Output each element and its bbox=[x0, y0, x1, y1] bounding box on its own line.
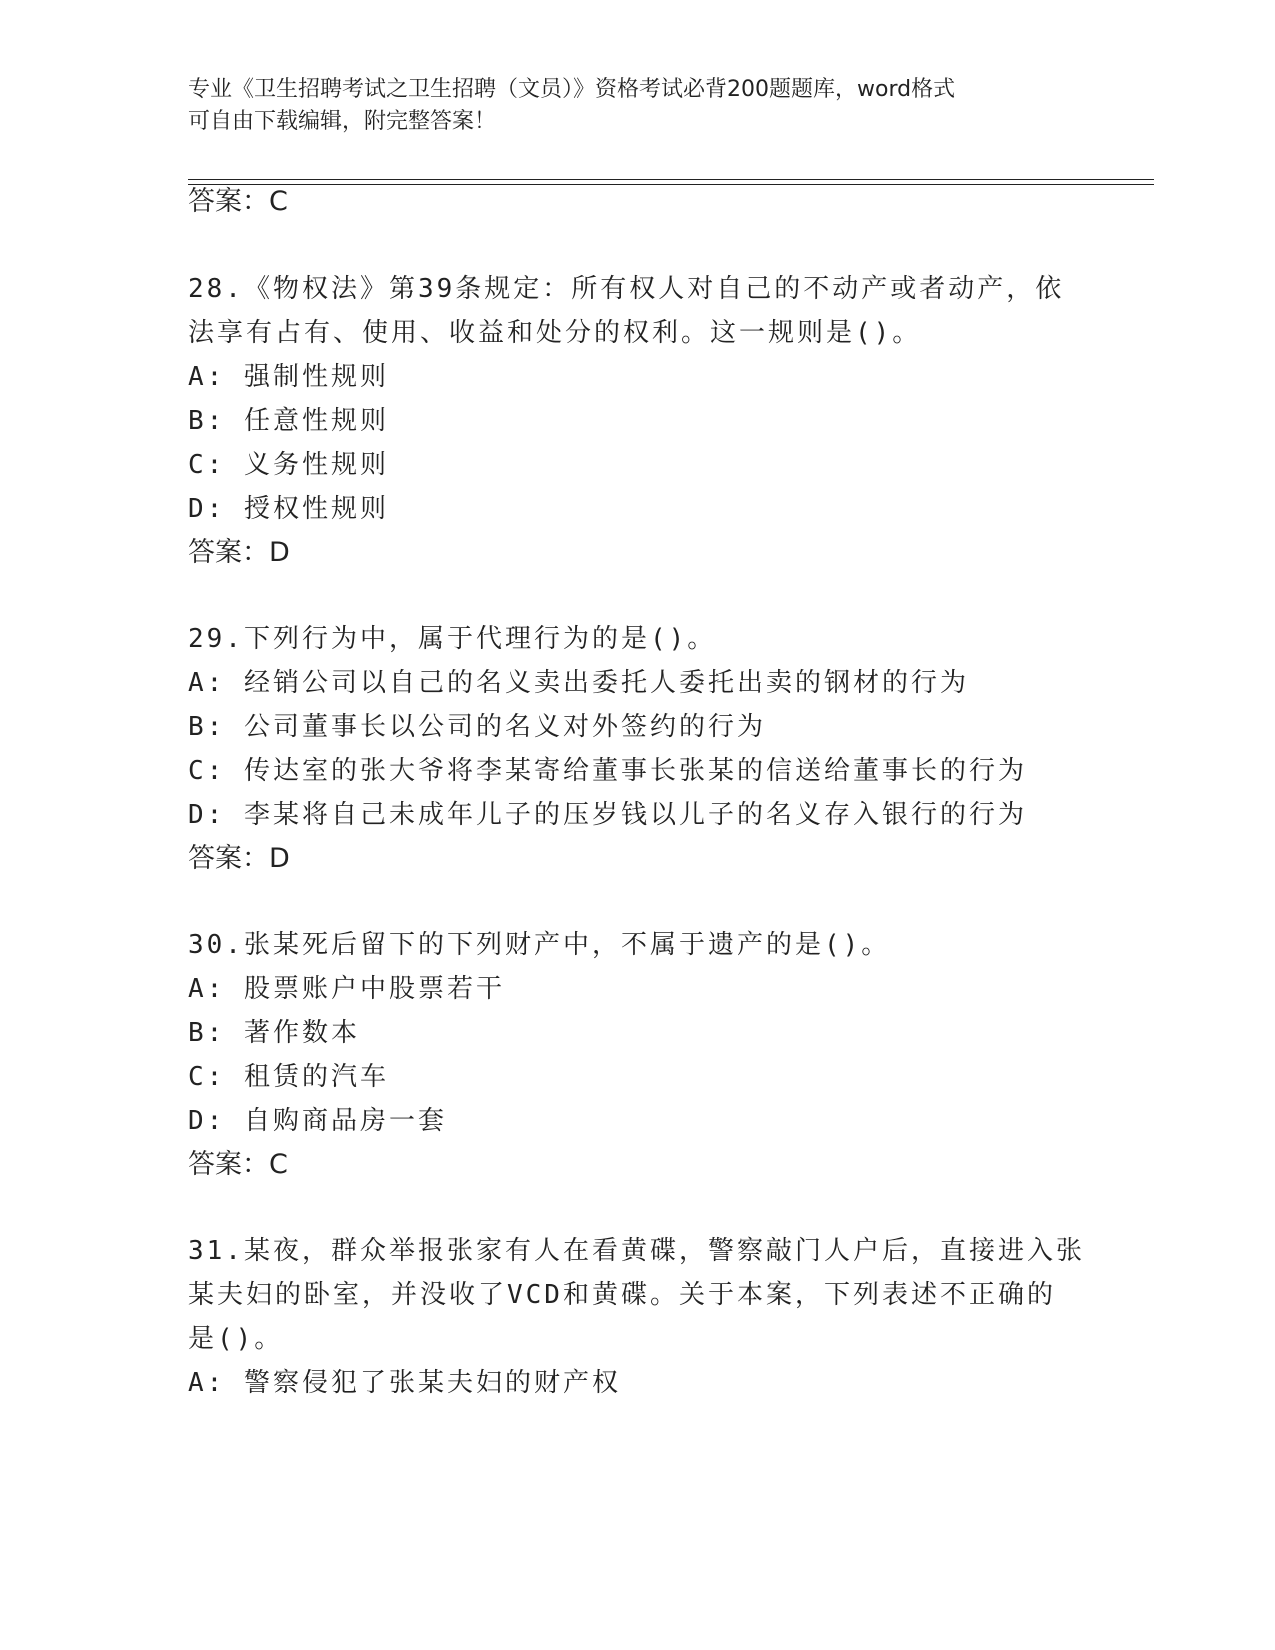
q30-option-d: D: 自购商品房一套 bbox=[188, 1106, 447, 1136]
q29-option-c: C: 传达室的张大爷将李某寄给董事长张某的信送给董事长的行为 bbox=[188, 756, 1027, 786]
q31-stem-line-3: 是()。 bbox=[188, 1324, 284, 1354]
q29-option-a: A: 经销公司以自己的名义卖出委托人委托出卖的钢材的行为 bbox=[188, 668, 969, 698]
q30-option-b: B: 著作数本 bbox=[188, 1018, 360, 1048]
q28-answer: 答案：D bbox=[188, 537, 290, 568]
q31-stem-line-2: 某夫妇的卧室，并没收了VCD和黄碟。关于本案，下列表述不正确的 bbox=[188, 1280, 1056, 1310]
q28-option-c: C: 义务性规则 bbox=[188, 450, 389, 480]
q30-stem-line-1: 30.张某死后留下的下列财产中，不属于遗产的是()。 bbox=[188, 930, 891, 960]
q30-answer: 答案：C bbox=[188, 1149, 288, 1180]
header-title-line-1: 专业《卫生招聘考试之卫生招聘（文员）》资格考试必背200题题库，word格式 bbox=[188, 77, 956, 102]
q29-option-d: D: 李某将自己未成年儿子的压岁钱以儿子的名义存入银行的行为 bbox=[188, 800, 1027, 830]
q29-option-b: B: 公司董事长以公司的名义对外签约的行为 bbox=[188, 712, 766, 742]
q31-option-a: A: 警察侵犯了张某夫妇的财产权 bbox=[188, 1368, 621, 1398]
q28-stem-line-1: 28.《物权法》第39条规定：所有权人对自己的不动产或者动产，依 bbox=[188, 274, 1065, 304]
q29-answer: 答案：D bbox=[188, 843, 290, 874]
q31-stem-line-1: 31.某夜，群众举报张家有人在看黄碟，警察敲门人户后，直接进入张 bbox=[188, 1236, 1085, 1266]
q30-option-c: C: 租赁的汽车 bbox=[188, 1062, 389, 1092]
q28-option-b: B: 任意性规则 bbox=[188, 406, 389, 436]
q28-stem-line-2: 法享有占有、使用、收益和处分的权利。这一规则是()。 bbox=[188, 318, 922, 348]
q30-option-a: A: 股票账户中股票若干 bbox=[188, 974, 505, 1004]
header-rule-top bbox=[188, 179, 1154, 180]
header-rule-bottom bbox=[188, 184, 1154, 185]
q28-option-a: A: 强制性规则 bbox=[188, 362, 389, 392]
document-header bbox=[188, 74, 1088, 138]
header-title-line-2: 可自由下载编辑，附完整答案！ bbox=[188, 109, 497, 134]
q28-option-d: D: 授权性规则 bbox=[188, 494, 389, 524]
q29-stem-line-1: 29.下列行为中，属于代理行为的是()。 bbox=[188, 624, 717, 654]
previous-answer: 答案：C bbox=[188, 186, 288, 217]
